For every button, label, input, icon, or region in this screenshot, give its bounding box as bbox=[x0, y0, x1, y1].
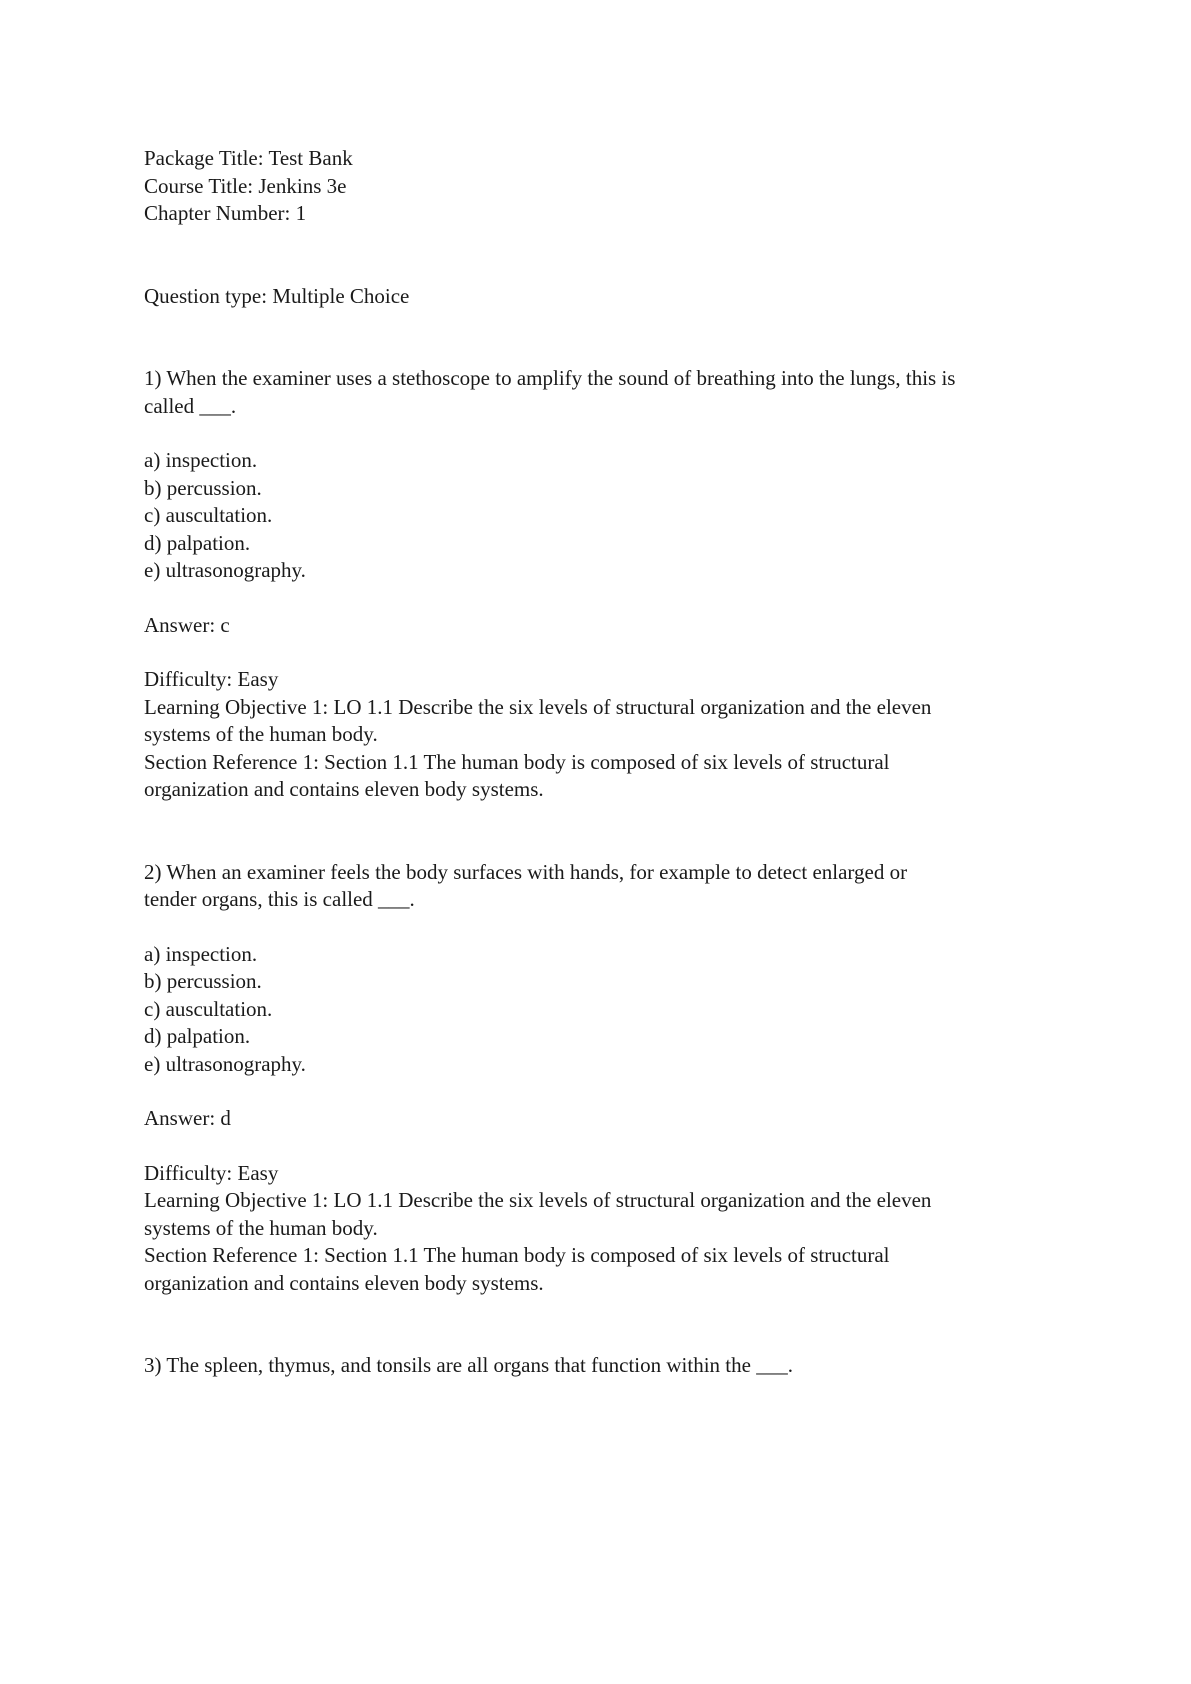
choice-b: b) percussion. bbox=[144, 475, 262, 500]
document-header bbox=[144, 145, 1084, 228]
choice-c: c) auscultation. bbox=[144, 503, 273, 527]
answer: Answer: d bbox=[144, 1106, 231, 1130]
choice-list bbox=[144, 941, 1084, 1079]
question-prompt: 2) When an examiner feels the body surfaces with hands, for example to detect enlarged or bbox=[144, 859, 908, 884]
learning-objective-continued: systems of the human body. bbox=[144, 1215, 378, 1240]
question-type: Question type: Multiple Choice bbox=[144, 283, 410, 308]
question-1 bbox=[144, 365, 1084, 804]
difficulty: Difficulty: Easy bbox=[144, 667, 279, 691]
section-reference: Section Reference 1: Section 1.1 The human body is composed of six levels of structural bbox=[144, 749, 890, 774]
learning-objective: Learning Objective 1: LO 1.1 Describe the six levels of structural organization and the eleven bbox=[144, 1188, 932, 1212]
difficulty: Difficulty: Easy bbox=[144, 1160, 279, 1185]
choice-list bbox=[144, 447, 1084, 585]
question-metadata bbox=[144, 1160, 1084, 1298]
choice-e: e) ultrasonography. bbox=[144, 558, 306, 582]
choice-e: e) ultrasonography. bbox=[144, 1051, 306, 1076]
answer: Answer: c bbox=[144, 612, 230, 637]
learning-objective: Learning Objective 1: LO 1.1 Describe the six levels of structural organization and the eleven bbox=[144, 694, 932, 719]
question-prompt-continued: tender organs, this is called ___. bbox=[144, 887, 415, 911]
choice-d: d) palpation. bbox=[144, 1024, 251, 1048]
section-reference: Section Reference 1: Section 1.1 The human body is composed of six levels of structural bbox=[144, 1243, 890, 1267]
question-prompt: 1) When the examiner uses a stethoscope to amplify the sound of breathing into the lungs, this is bbox=[144, 366, 956, 390]
question-metadata bbox=[144, 666, 1084, 804]
choice-a: a) inspection. bbox=[144, 448, 258, 472]
section-reference-continued: organization and contains eleven body systems. bbox=[144, 1270, 544, 1295]
choice-d: d) palpation. bbox=[144, 530, 251, 555]
choice-a: a) inspection. bbox=[144, 941, 258, 966]
question-prompt-continued: called ___. bbox=[144, 393, 237, 418]
package-title: Package Title: Test Bank bbox=[144, 146, 353, 170]
question-3 bbox=[144, 1352, 1084, 1380]
document-page bbox=[144, 145, 1084, 1380]
question-2 bbox=[144, 859, 1084, 1298]
learning-objective-continued: systems of the human body. bbox=[144, 722, 378, 746]
question-prompt: 3) The spleen, thymus, and tonsils are all organs that function within the ___. bbox=[144, 1353, 793, 1377]
course-title: Course Title: Jenkins 3e bbox=[144, 173, 347, 198]
choice-b: b) percussion. bbox=[144, 969, 262, 993]
choice-c: c) auscultation. bbox=[144, 996, 273, 1021]
chapter-number: Chapter Number: 1 bbox=[144, 201, 307, 225]
section-reference-continued: organization and contains eleven body systems. bbox=[144, 777, 544, 801]
